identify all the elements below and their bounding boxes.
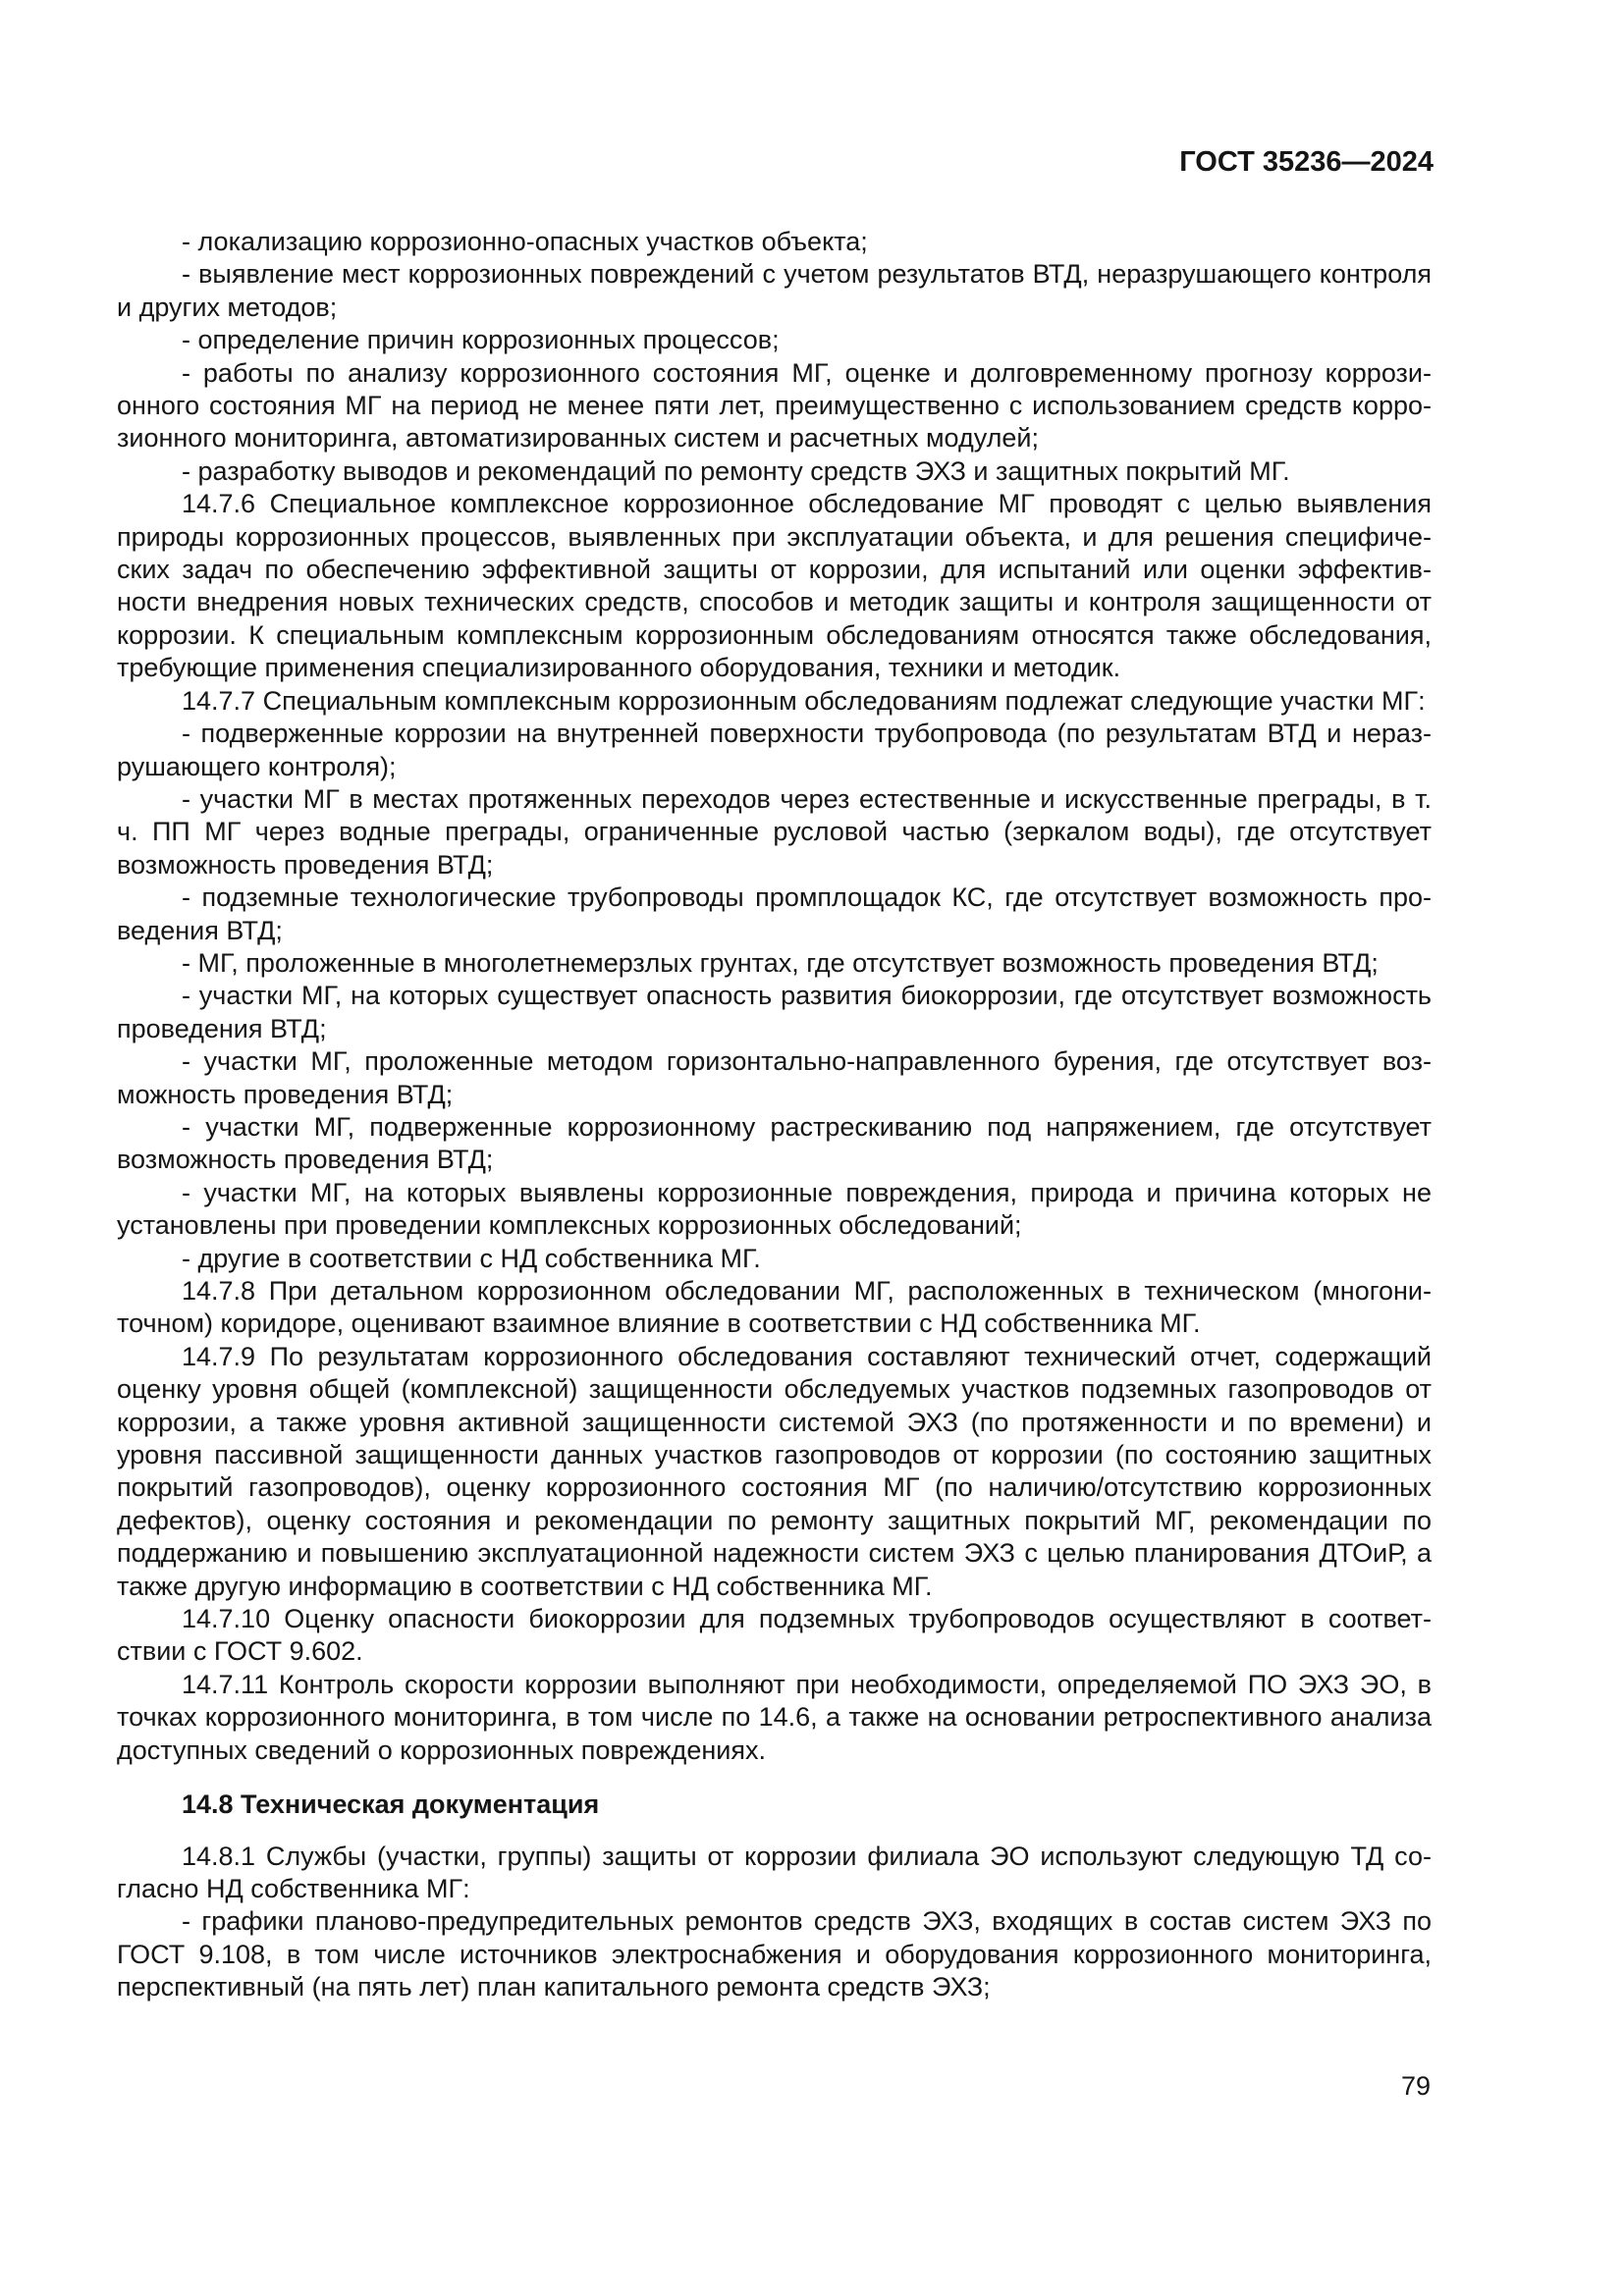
list-item: - графики планово-предупредительных ремонтов средств ЭХЗ, входящих в состав систем ЭХЗ по ГОСТ 9.108, в том числе источников электроснабжения и оборудования коррозионного мониторинга, перспективный (на пять лет) план капитального ремонта средств ЭХЗ; [117, 1906, 1432, 2002]
list-item: - МГ, проложенные в многолетнемерзлых грунтах, где отсутствует возможность проведения ВТД; [182, 947, 1379, 978]
paragraph: 14.8.1 Службы (участки, группы) защиты от коррозии филиала ЭО используют следующую ТД согласно НД собственника МГ: [117, 1841, 1432, 1903]
list-item: - работы по анализу коррозионного состояния МГ, оценке и долговременному прогнозу коррозионного состояния МГ на период не менее пяти лет, преимущественно с использованием средств коррозионного мониторинга, автоматизированных систем и расчетных модулей; [117, 357, 1432, 454]
document-code: ГОСТ 35236—2024 [1179, 146, 1434, 178]
page-number: 79 [1400, 2071, 1431, 2101]
document-body [117, 226, 1432, 2004]
list-item: - участки МГ в местах протяженных переходов через естественные и искусственные преграды, в т. ч. ПП МГ через водные преграды, ограниченные русловой частью (зеркалом воды), где отсутствует возможность проведения ВТД; [117, 783, 1432, 880]
list-item: - участки МГ, подверженные коррозионному растрескиванию под напряжением, где отсутствует возможность проведения ВТД; [117, 1111, 1432, 1175]
paragraph: 14.7.6 Специальное комплексное коррозионное обследование МГ проводят с целью выявления природы коррозионных процессов, выявленных при эксплуатации объекта, и для решения специфических задач по обеспечению эффективной защиты от коррозии, для испытаний или оценки эффективности внедрения новых технических средств, способов и методик защиты и контроля защищенности от коррозии. К специальным комплексным коррозионным обследованиям относятся также обследования, требующие применения специализированного оборудования, техники и методик. [117, 489, 1432, 683]
paragraph: 14.7.7 Специальным комплексным коррозионным обследованиям подлежат следующие участки МГ: [182, 685, 1426, 716]
list-item: - другие в соответствии с НД собственника МГ. [182, 1243, 761, 1273]
list-item: - подземные технологические трубопроводы промплощадок КС, где отсутствует возможность проведения ВТД; [117, 882, 1432, 945]
paragraph: 14.7.8 При детальном коррозионном обследовании МГ, расположенных в техническом (многониточном) коридоре, оценивают взаимное влияние в соответствии с НД собственника МГ. [117, 1276, 1432, 1339]
paragraph: 14.7.10 Оценку опасности биокоррозии для подземных трубопроводов осуществляют в соответствии с ГОСТ 9.602. [117, 1604, 1432, 1667]
list-item: - определение причин коррозионных процессов; [182, 325, 780, 355]
section-heading: 14.8 Техническая документация [182, 1789, 600, 1820]
list-item: - выявление мест коррозионных повреждений с учетом результатов ВТД, неразрушающего контроля и других методов; [117, 259, 1432, 322]
paragraph: 14.7.11 Контроль скорости коррозии выполняют при необходимости, определяемой ПО ЭХЗ ЭО, в точках коррозионного мониторинга, в том числе по 14.6, а также на основании ретроспективного анализа доступных сведений о коррозионных повреждениях. [117, 1669, 1432, 1765]
list-item: - локализацию коррозионно-опасных участков объекта; [182, 227, 868, 256]
list-item: - участки МГ, проложенные методом горизонтально-направленного бурения, где отсутствует возможность проведения ВТД; [117, 1046, 1432, 1109]
list-item: - разработку выводов и рекомендаций по ремонту средств ЭХЗ и защитных покрытий МГ. [182, 455, 1290, 486]
list-item: - участки МГ, на которых существует опасность развития биокоррозии, где отсутствует возможность проведения ВТД; [117, 981, 1432, 1043]
list-item: - подверженные коррозии на внутренней поверхности трубопровода (по результатам ВТД и неразрушающего контроля); [117, 719, 1432, 781]
list-item: - участки МГ, на которых выявлены коррозионные повреждения, природа и причина которых не установлены при проведении комплексных коррозионных обследований; [117, 1177, 1432, 1241]
paragraph: 14.7.9 По результатам коррозионного обследования составляют технический отчет, содержащий оценку уровня общей (комплексной) защищенности обследуемых участков подземных газопроводов от коррозии, а также уровня активной защищенности системой ЭХЗ (по протяженности и по времени) и уровня пассивной защищенности данных участков газопроводов от коррозии (по состоянию защитных покрытий газопроводов), оценку коррозионного состояния МГ (по наличию/отсутствию коррозионных дефектов), оценку состояния и рекомендации по ремонту защитных покрытий МГ, рекомендации по поддержанию и повышению эксплуатационной надежности систем ЭХЗ с целью планирования ДТОиР, а также другую информацию в соответствии с НД собственника МГ. [117, 1341, 1432, 1601]
